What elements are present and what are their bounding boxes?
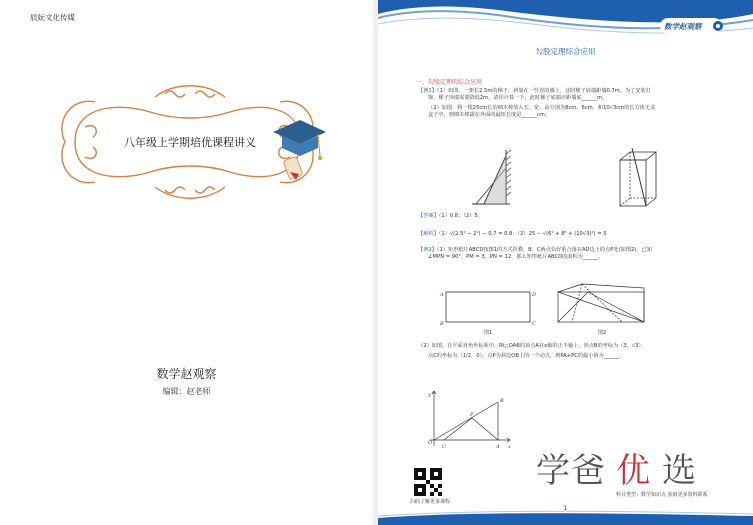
box-figure: [616, 148, 660, 210]
example-1-line: （1）如图，一架长2.5m的梯子，斜靠在一竖直的墙上，这时梯子底端距墙0.7m。为了安装灯: [436, 88, 651, 94]
editor-line: 编辑：赵老师: [162, 387, 211, 396]
coordinate-figure: [424, 388, 514, 454]
footer-left: 扫码了解更多课程: [410, 499, 451, 505]
label-C: C: [442, 444, 446, 450]
graduation-cap-icon: [268, 114, 328, 184]
cover-title: 八年级上学期培优课程讲义: [124, 136, 256, 149]
analysis-line: [418, 231, 607, 238]
example-2-part-2: [418, 343, 738, 360]
example-1-line: 盒子中，则细木棒露在外面的最短长度是______cm。: [428, 112, 551, 118]
example-1: [418, 88, 738, 119]
figure-1-rectangle: [438, 286, 538, 336]
brand-name: 数学赵观察: [156, 367, 217, 381]
label-A: A: [440, 292, 444, 298]
footer-right: 科目类型：数学知识点 获取更多资料联系: [616, 492, 708, 498]
footer-banner: [378, 510, 753, 525]
analysis-text: （1）√(2.5² − 2²) − 0.7 = 0.8；（2）25 − √(6² + 8² + (10√3)²) = 5: [438, 231, 607, 237]
section-heading: 一、勾股定理的综合应用: [416, 79, 483, 86]
content-page: [378, 0, 753, 525]
example-1-line: （2）如图，将一根25cm长的细木棒放入长、宽、高分别为8cm、6cm、和10√3cm的长方体无盖: [428, 105, 656, 111]
example-2-line: ∠MPN = 90°，PM = 3，PN = 12，那么矩形纸片ABCD的面积为______。: [428, 254, 604, 260]
logo-text: 数学赵观察: [664, 22, 702, 31]
label-O: O: [428, 440, 433, 446]
figure-2-folded: [552, 278, 652, 338]
watermark-part-2: 优: [616, 451, 650, 491]
ladder-figure: [470, 148, 520, 208]
label-B: B: [440, 321, 444, 327]
cover-page: [0, 0, 374, 525]
label-y: y: [428, 392, 431, 398]
label-x: x: [508, 444, 511, 450]
label-P: P: [470, 412, 474, 418]
label-D: D: [532, 292, 537, 298]
example-2: [418, 247, 738, 261]
example-1-tag: 【例1】: [418, 88, 437, 94]
example-2-tag: 【例2】: [418, 247, 437, 253]
header-text: 辰妧文化传媒: [30, 13, 75, 22]
example-1-line: 饰，梯子顶端需要降低2m，请你计算一下，此时梯子底端应距墙底______m。: [428, 95, 608, 101]
answer-text: （1）0.8；（2）5。: [438, 213, 483, 219]
watermark-part-1: 学爸: [536, 451, 606, 491]
example-2-line: （1）矩形纸片ABCD按图1的方式折叠，B、C两点恰好重合落在AD边上的点P处(如图2)，已知: [436, 247, 652, 253]
page-number: 1: [563, 505, 568, 512]
page-title: 勾股定理综合应用: [535, 47, 596, 56]
watermark-part-3: 选: [662, 451, 696, 491]
label-B: B: [500, 398, 504, 404]
answer-line: [418, 213, 483, 220]
analysis-tag: 【解析】: [418, 231, 439, 237]
qr-code-icon: [414, 468, 442, 496]
figure-1-caption: 图1: [484, 330, 493, 336]
example-2-part-2-line: 点C的坐标为（1/2，0），点P为斜边OB上的一个动点，则PA+PC的最小值为______。: [428, 353, 625, 359]
example-2-part-2-line: （2）如图，在平面直角坐标系中，Rt△OAB的顶点A在x轴的正半轴上，顶点B的坐标为（3，√3），: [418, 343, 647, 349]
label-C: C: [532, 321, 536, 327]
label-A: A: [496, 444, 500, 450]
answer-tag: 【答案】: [418, 213, 439, 219]
logo-eye-icon: [712, 20, 724, 32]
figure-2-caption: 图2: [598, 330, 607, 336]
